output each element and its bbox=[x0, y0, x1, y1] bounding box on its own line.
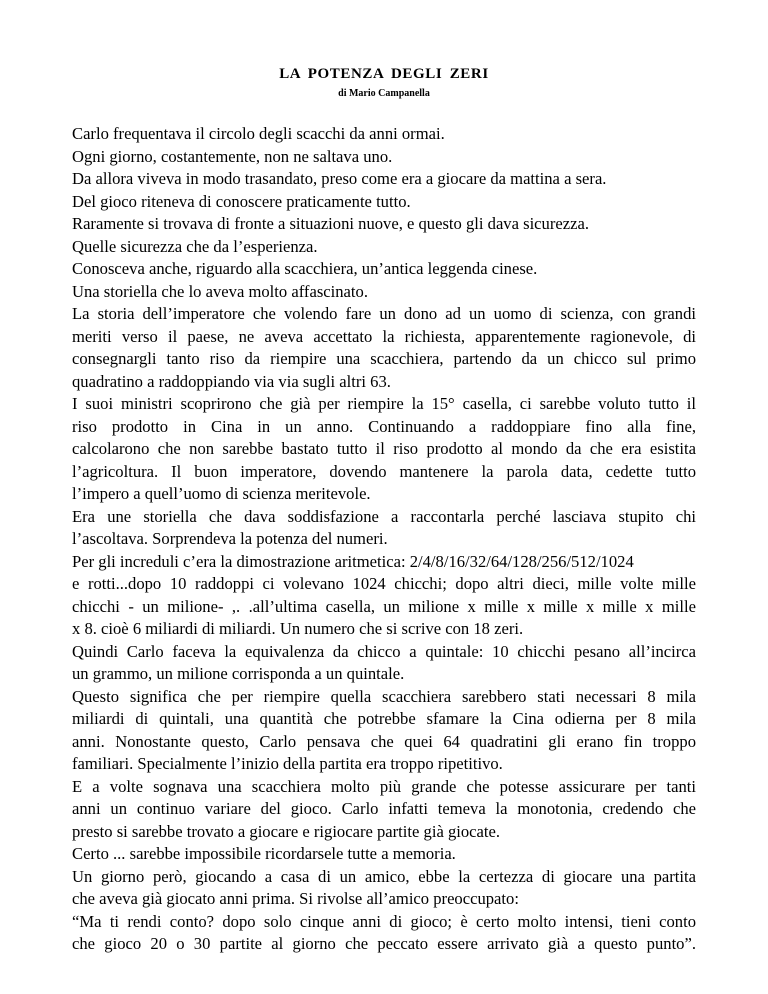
text-line: Conosceva anche, riguardo alla scacchiera, un’antica leggenda cinese. bbox=[72, 259, 538, 278]
text-line: Questo significa che per riempire quella scacchiera sarebbero stati necessari 8 mila bbox=[72, 686, 696, 706]
text-line: anni un continuo variare del gioco. Carlo infatti temeva la monotonia, credendo che bbox=[72, 799, 696, 818]
text-line: l’agricoltura. Il buon imperatore, dovendo mantenere la parola data, cedette tutto bbox=[72, 461, 696, 481]
text-line: presto si sarebbe trovato a giocare e rigiocare partite già giocate. bbox=[72, 821, 501, 841]
text-line: l’ascoltava. Sorprendeva la potenza del numeri. bbox=[72, 529, 388, 548]
text-line: Quindi Carlo faceva la equivalenza da chicco a quintale: 10 chicchi pesano all’incirca bbox=[72, 641, 696, 661]
text-line: Da allora viveva in modo trasandato, preso come era a giocare da mattina a sera. bbox=[72, 169, 607, 188]
text-line: un grammo, un milione corrisponda a un quintale. bbox=[72, 664, 405, 683]
text-line: E a volte sognava una scacchiera molto più grande che potesse assicurare per tanti bbox=[72, 776, 696, 796]
text-line: Raramente si trovava di fronte a situazioni nuove, e questo gli dava sicurezza. bbox=[72, 214, 589, 233]
text-line: e rotti...dopo 10 raddoppi ci volevano 1024 chicchi; dopo altri dieci, mille volte mille bbox=[72, 574, 696, 593]
text-line: meriti verso il paese, ne aveva accettato la richiesta, apparentemente ragionevole, di bbox=[72, 326, 696, 346]
text-line: Quelle sicurezza che da l’esperienza. bbox=[72, 236, 318, 256]
text-line: anni. Nonostante questo, Carlo pensava che quei 64 quadratini gli erano fin troppo bbox=[72, 731, 696, 751]
text-line: calcolarono che non sarebbe bastato tutto il riso prodotto al mondo da che era esistita bbox=[72, 439, 696, 458]
text-line: Una storiella che lo aveva molto affascinato. bbox=[72, 281, 368, 301]
text-line: Ogni giorno, costantemente, non ne saltava uno. bbox=[72, 146, 393, 166]
text-line: quadratino a raddoppiando via via sugli altri 63. bbox=[72, 371, 391, 391]
text-line: Era une storiella che dava soddisfazione a raccontarla perché lasciava stupito chi bbox=[72, 506, 696, 526]
text-line: Carlo frequentava il circolo degli scacchi da anni ormai. bbox=[72, 124, 445, 143]
text-line: “Ma ti rendi conto? dopo solo cinque anni di gioco; è certo molto intensi, tieni conto bbox=[72, 911, 696, 931]
text-line: l’impero a quell’uomo di scienza meritevole. bbox=[72, 484, 371, 503]
text-line: consegnargli tanto riso da riempire una scacchiera, partendo da un chicco sul primo bbox=[72, 349, 696, 368]
text-line: Per gli increduli c’era la dimostrazione aritmetica: 2/4/8/16/32/64/128/256/512/1024 bbox=[72, 551, 634, 571]
text-line: chicchi - un milione- ,. .all’ultima casella, un milione x mille x mille x mille x mille bbox=[72, 596, 696, 616]
text-line: che gioco 20 o 30 partite al giorno che peccato essere arrivato già a questo punto”. bbox=[72, 934, 696, 953]
text-line: Un giorno però, giocando a casa di un amico, ebbe la certezza di giocare una partita bbox=[72, 866, 696, 886]
text-line: Del gioco riteneva di conoscere praticamente tutto. bbox=[72, 191, 411, 211]
text-line: La storia dell’imperatore che volendo fare un dono ad un uomo di scienza, con grandi bbox=[72, 304, 696, 323]
text-line: I suoi ministri scoprirono che già per riempire la 15° casella, ci sarebbe voluto tutto il bbox=[72, 394, 696, 413]
text-line: riso prodotto in Cina in un anno. Continuando a raddoppiare fino alla fine, bbox=[72, 416, 696, 436]
document-body bbox=[72, 123, 696, 956]
text-line: familiari. Specialmente l’inizio della partita era troppo ripetitivo. bbox=[72, 754, 503, 773]
document-title: LA POTENZA DEGLI ZERI bbox=[279, 66, 489, 82]
text-line: che aveva già giocato anni prima. Si rivolse all’amico preoccupato: bbox=[72, 889, 519, 908]
document-author: di Mario Campanella bbox=[338, 88, 430, 99]
text-line: x 8. cioè 6 miliardi di miliardi. Un numero che si scrive con 18 zeri. bbox=[72, 619, 524, 638]
text-line: miliardi di quintali, una quantità che potrebbe sfamare la Cina odierna per 8 mila bbox=[72, 709, 696, 728]
text-line: Certo ... sarebbe impossibile ricordarsele tutte a memoria. bbox=[72, 844, 456, 863]
